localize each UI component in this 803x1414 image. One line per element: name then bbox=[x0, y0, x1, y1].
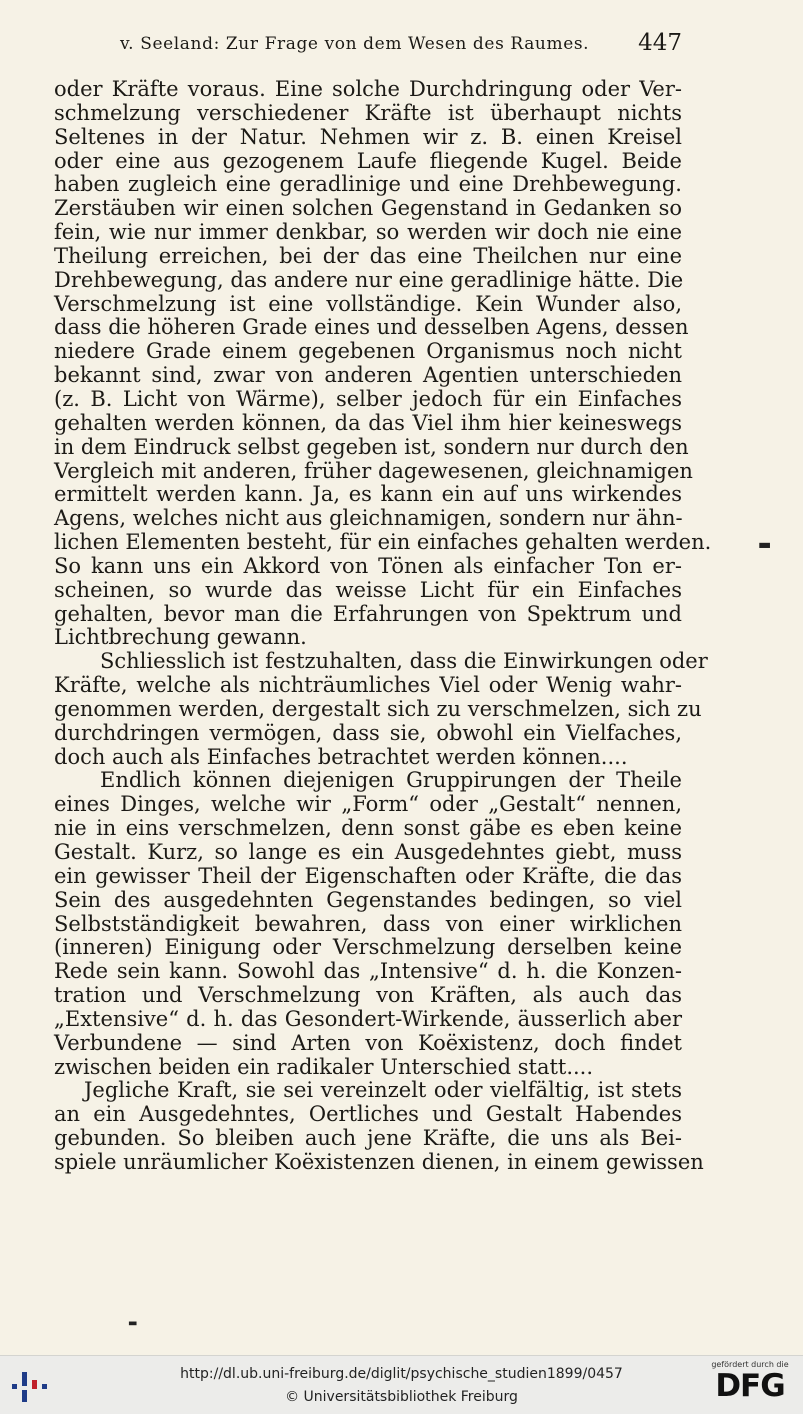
text-line: Agens, welches nicht aus gleichnamigen, sondern nur ähn- bbox=[54, 506, 683, 531]
text-line: genommen werden, dergestalt sich zu verschmelzen, sich zu bbox=[54, 696, 702, 721]
text-line: Gestalt. Kurz, so lange es ein Ausgedehntes giebt, muss bbox=[54, 840, 682, 864]
text-line: ermittelt werden kann. Ja, es kann ein auf uns wirkendes bbox=[54, 482, 682, 507]
text-line: Theilung erreichen, bei der das eine Theilchen nur eine bbox=[54, 243, 682, 268]
text-line: So kann uns ein Akkord von Tönen als einfacher Ton er- bbox=[54, 553, 682, 578]
text-line: Drehbewegung, das andere nur eine geradlinige hätte. Die bbox=[54, 267, 684, 292]
text-line: eines Dinges, welche wir „Form“ oder „Gestalt“ nennen, bbox=[54, 792, 682, 817]
running-head: v. Seeland: Zur Frage von dem Wesen des Raumes. bbox=[120, 34, 590, 54]
dfg-logo[interactable] bbox=[705, 1360, 795, 1410]
body-text bbox=[54, 77, 712, 1175]
text-line: spiele unräumlicher Koëxistenzen dienen, in einem gewissen bbox=[54, 1149, 704, 1174]
text-line: dass die höheren Grade eines und desselben Agens, dessen bbox=[54, 315, 689, 340]
text-line: Selbstständigkeit bewahren, dass von einer wirklichen bbox=[54, 911, 682, 936]
text-line: Seltenes in der Natur. Nehmen wir z. B. einen Kreisel bbox=[54, 124, 682, 149]
text-line: Rede sein kann. Sowohl das „Intensive“ d. h. die Konzen- bbox=[54, 959, 682, 984]
text-line: Lichtbrechung gewann. bbox=[54, 625, 307, 650]
text-line: schmelzung verschiedener Kräfte ist überhaupt nichts bbox=[54, 100, 682, 125]
text-line: nie in eins verschmelzen, denn sonst gäbe es eben keine bbox=[54, 816, 682, 841]
text-line: Verbundene — sind Arten von Koëxistenz, doch findet bbox=[54, 1030, 682, 1055]
text-line: gehalten werden können, da das Viel ihm hier keineswegs bbox=[54, 410, 682, 435]
text-line: niedere Grade einem gegebenen Organismus noch nicht bbox=[54, 339, 682, 364]
footer-url-link[interactable]: http://dl.ub.uni-freiburg.de/diglit/psychische_studien1899/0457 bbox=[180, 1366, 623, 1382]
text-line: Jegliche Kraft, sie sei vereinzelt oder vielfältig, ist stets bbox=[84, 1078, 682, 1103]
text-line: durchdringen vermögen, dass sie, obwohl ein Vielfaches, bbox=[54, 720, 682, 745]
text-line: oder eine aus gezogenem Laufe fliegende Kugel. Beide bbox=[54, 148, 682, 173]
page-number: 447 bbox=[638, 30, 682, 56]
margin-mark: ▬ bbox=[128, 1318, 138, 1329]
text-line: haben zugleich eine geradlinige und eine Drehbewegung. bbox=[54, 172, 682, 197]
page-header bbox=[120, 30, 682, 62]
text-line: bekannt sind, zwar von anderen Agentien unterschieden bbox=[54, 363, 682, 388]
text-line: oder Kräfte voraus. Eine solche Durchdringung oder Ver- bbox=[54, 77, 682, 101]
dfg-tagline: gefördert durch die bbox=[711, 1360, 789, 1369]
text-line: lichen Elementen besteht, für ein einfaches gehalten werden. bbox=[54, 530, 712, 555]
text-line: „Extensive“ d. h. das Gesondert-Wirkende, äusserlich aber bbox=[54, 1006, 682, 1031]
text-line: tration und Verschmelzung von Kräften, als auch das bbox=[54, 983, 682, 1008]
margin-mark: ▬ bbox=[758, 537, 772, 553]
footer-copyright: © Universitätsbibliothek Freiburg bbox=[285, 1389, 518, 1405]
text-line: fein, wie nur immer denkbar, so werden wir doch nie eine bbox=[54, 220, 682, 245]
text-line: scheinen, so wurde das weisse Licht für ein Einfaches bbox=[54, 577, 682, 602]
text-line: Vergleich mit anderen, früher dagewesenen, gleichnamigen bbox=[54, 458, 693, 483]
text-line: Zerstäuben wir einen solchen Gegenstand in Gedanken so bbox=[54, 196, 682, 221]
dfg-logo-text: DFG bbox=[715, 1368, 785, 1404]
text-line: gebunden. So bleiben auch jene Kräfte, die uns als Bei- bbox=[54, 1126, 682, 1151]
text-line: Endlich können diejenigen Gruppirungen der Theile bbox=[100, 768, 682, 793]
text-line: Schliesslich ist festzuhalten, dass die Einwirkungen oder bbox=[100, 649, 708, 674]
text-line: doch auch als Einfaches betrachtet werden können.... bbox=[54, 744, 628, 769]
text-line: zwischen beiden ein radikaler Unterschied statt.... bbox=[54, 1054, 594, 1079]
text-line: (z. B. Licht von Wärme), selber jedoch für ein Einfaches bbox=[54, 386, 682, 411]
text-line: (inneren) Einigung oder Verschmelzung derselben keine bbox=[54, 935, 682, 960]
footer-bar bbox=[0, 1355, 803, 1414]
text-line: Verschmelzung ist eine vollständige. Kein Wunder also, bbox=[54, 291, 682, 316]
text-line: ein gewisser Theil der Eigenschaften oder Kräfte, die das bbox=[54, 863, 682, 888]
text-line: in dem Eindruck selbst gegeben ist, sondern nur durch den bbox=[54, 434, 689, 459]
text-line: Sein des ausgedehnten Gegenstandes bedingen, so viel bbox=[54, 887, 682, 912]
text-line: an ein Ausgedehntes, Oertliches und Gestalt Habendes bbox=[54, 1102, 682, 1127]
text-line: Kräfte, welche als nichträumliches Viel oder Wenig wahr- bbox=[54, 673, 682, 698]
text-line: gehalten, bevor man die Erfahrungen von Spektrum und bbox=[54, 601, 682, 626]
